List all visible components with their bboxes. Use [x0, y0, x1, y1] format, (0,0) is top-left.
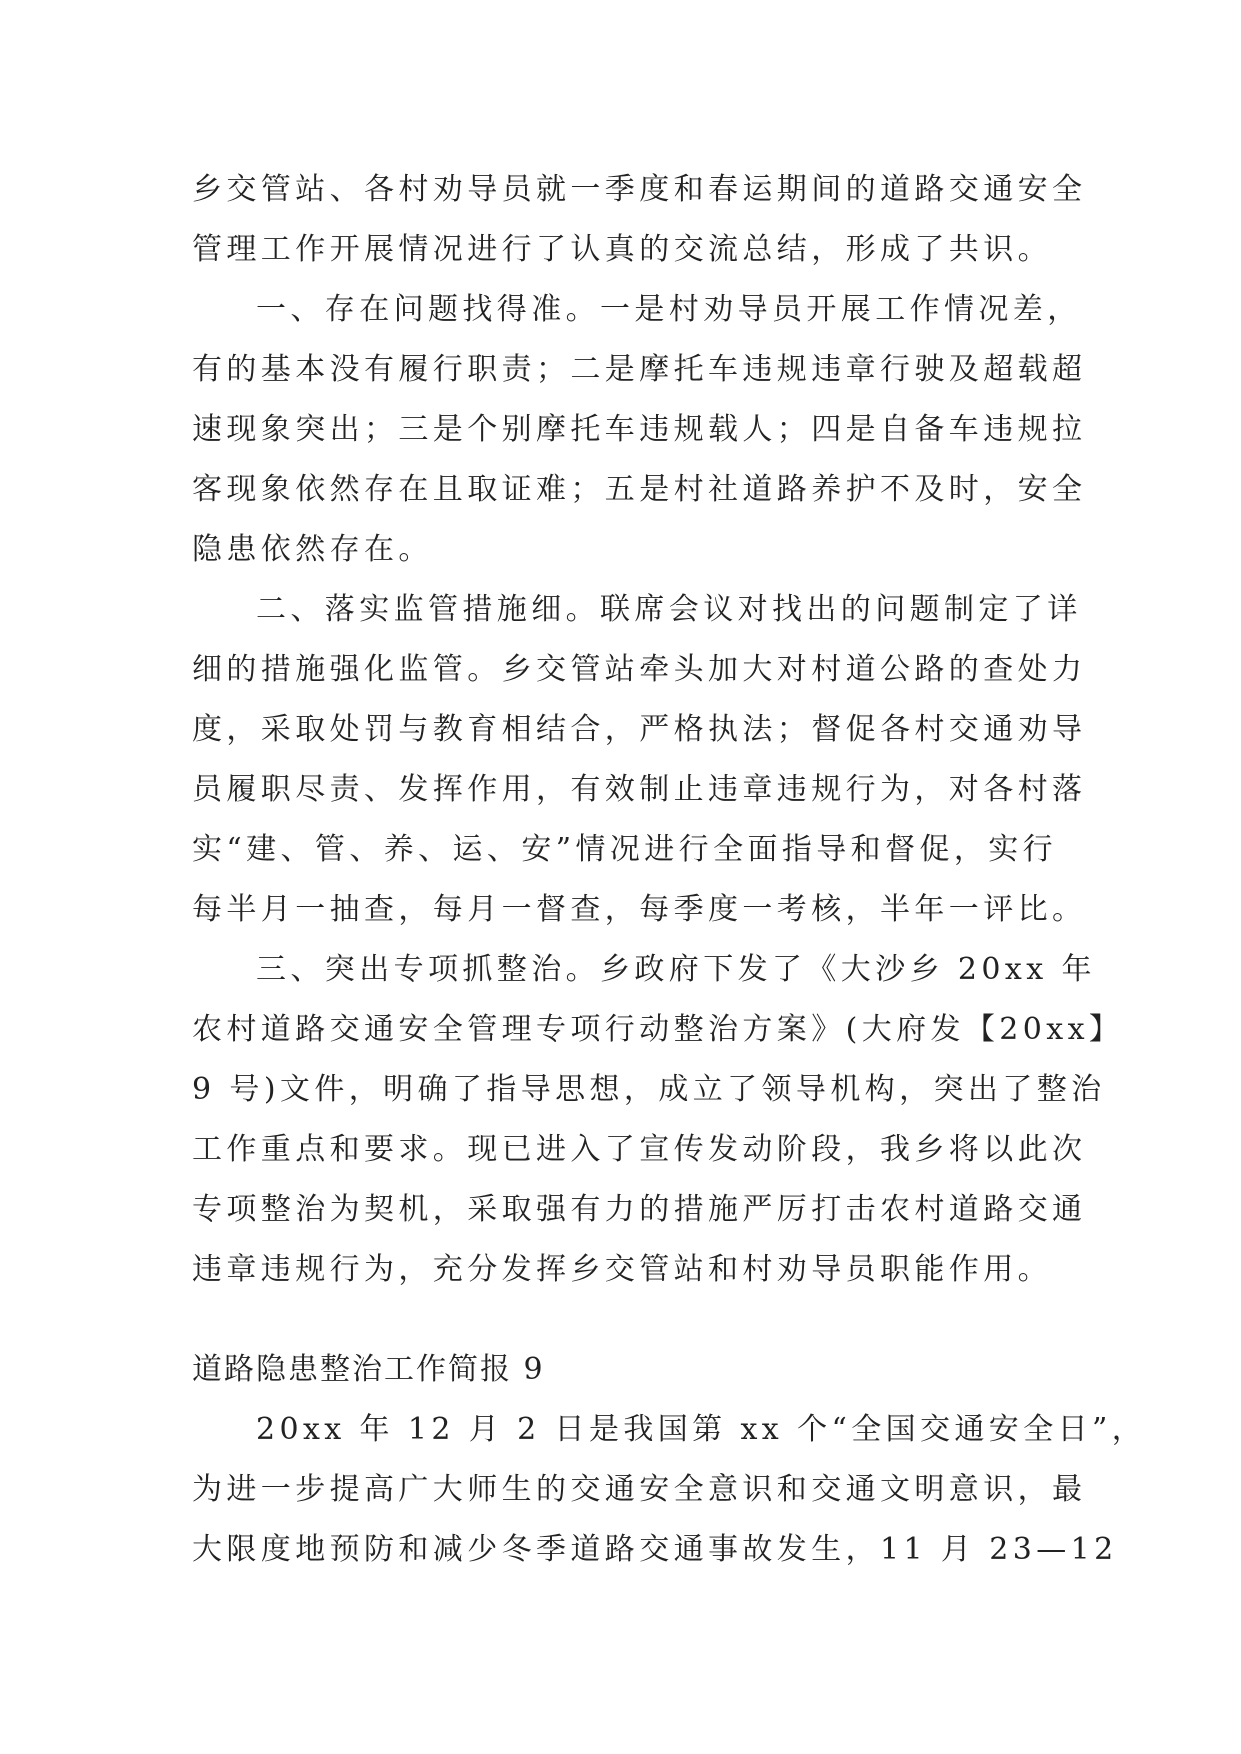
text-line: 管理工作开展情况进行了认真的交流总结，形成了共识。: [192, 232, 1052, 267]
text-line: 三、突出专项抓整治。乡政府下发了《大沙乡 20xx 年: [256, 952, 1096, 987]
text-line: 细的措施强化监管。乡交管站牵头加大对村道公路的查处力: [192, 652, 1087, 687]
paragraph-5: [192, 1400, 1147, 1580]
text-line: 大限度地预防和减少冬季道路交通事故发生，11 月 23—12: [192, 1532, 1118, 1567]
text-line: 有的基本没有履行职责；二是摩托车违规违章行驶及超载超: [192, 352, 1087, 387]
text-line: 度，采取处罚与教育相结合，严格执法；督促各村交通劝导: [192, 712, 1087, 747]
text-line: 20xx 年 12 月 2 日是我国第 xx 个“全国交通安全日”，: [256, 1412, 1147, 1447]
paragraph-3: [192, 580, 1087, 940]
text-line: 员履职尽责、发挥作用，有效制止违章违规行为，对各村落: [192, 772, 1087, 807]
text-line: 农村道路交通安全管理专项行动整治方案》(大府发【20xx】: [192, 1012, 1124, 1047]
text-line: 一、存在问题找得准。一是村劝导员开展工作情况差，: [256, 292, 1082, 327]
paragraph-2: [192, 280, 1087, 580]
text-line: 违章违规行为，充分发挥乡交管站和村劝导员职能作用。: [192, 1252, 1052, 1287]
document-body: [192, 160, 1147, 1580]
text-line: 乡交管站、各村劝导员就一季度和春运期间的道路交通安全: [192, 172, 1087, 207]
text-line: 隐患依然存在。: [192, 532, 433, 567]
text-line: 客现象依然存在且取证难；五是村社道路养护不及时，安全: [192, 472, 1087, 507]
section-spacer: [192, 1300, 1072, 1340]
text-line: 工作重点和要求。现已进入了宣传发动阶段，我乡将以此次: [192, 1132, 1087, 1167]
paragraph-4: [192, 940, 1124, 1300]
text-line: 为进一步提高广大师生的交通安全意识和交通文明意识，最: [192, 1472, 1087, 1507]
paragraph-1: [192, 160, 1087, 280]
section-title: 道路隐患整治工作简报 9: [192, 1352, 545, 1387]
text-line: 专项整治为契机，采取强有力的措施严厉打击农村道路交通: [192, 1192, 1087, 1227]
text-line: 速现象突出；三是个别摩托车违规载人；四是自备车违规拉: [192, 412, 1087, 447]
text-line: 实“建、管、养、运、安”情况进行全面指导和督促，实行: [192, 832, 1058, 867]
text-line: 二、落实监管措施细。联席会议对找出的问题制定了详: [256, 592, 1082, 627]
text-line: 每半月一抽查，每月一督查，每季度一考核，半年一评比。: [192, 892, 1087, 927]
text-line: 9 号)文件，明确了指导思想，成立了领导机构，突出了整治: [192, 1072, 1106, 1107]
